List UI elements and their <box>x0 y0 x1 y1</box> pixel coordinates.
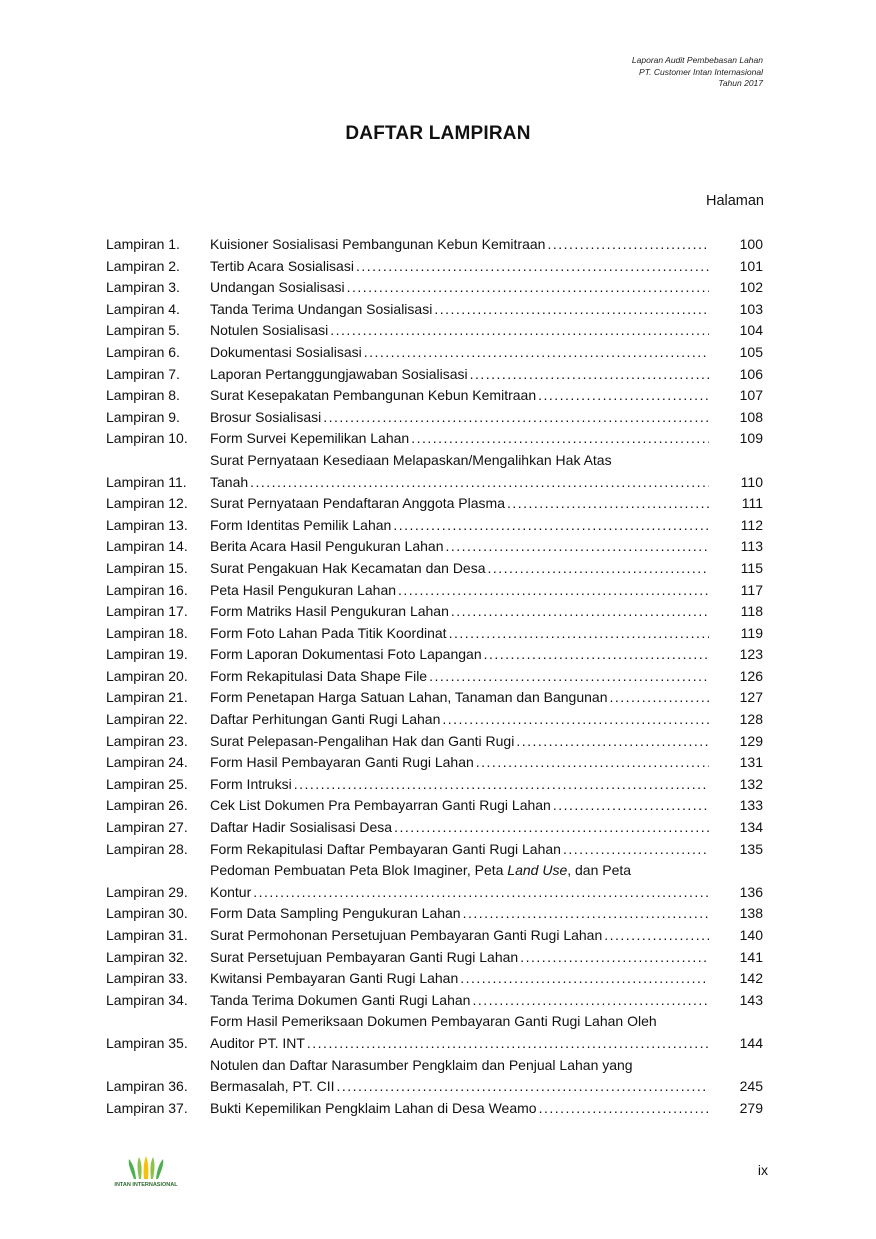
appendix-label: Lampiran 33. <box>106 970 188 987</box>
appendix-title-block <box>210 320 709 342</box>
appendix-entry <box>106 666 763 688</box>
appendix-page-number: 105 <box>739 343 763 360</box>
appendix-page-number: 102 <box>739 279 763 296</box>
appendix-label: Lampiran 3. <box>106 279 180 296</box>
appendix-entry <box>106 277 763 299</box>
appendix-title: Tanah <box>210 473 249 490</box>
appendix-title: Form Survei Kepemilikan Lahan <box>210 430 410 447</box>
appendix-entry <box>106 817 763 839</box>
dot-leader <box>553 795 709 817</box>
dot-leader <box>394 817 709 839</box>
appendix-title-block <box>210 558 709 580</box>
appendix-title: Surat Kesepakatan Pembangunan Kebun Kemitraan <box>210 387 537 404</box>
appendix-title-block <box>210 277 709 299</box>
appendix-title: Form Penetapan Harga Satuan Lahan, Tanaman dan Bangunan <box>210 689 608 706</box>
appendix-title: Form Data Sampling Pengukuran Lahan <box>210 905 461 922</box>
appendix-entry <box>106 580 763 602</box>
appendix-label: Lampiran 37. <box>106 1099 188 1116</box>
appendix-title-block <box>210 299 709 321</box>
appendix-label: Lampiran 32. <box>106 948 188 965</box>
appendix-label: Lampiran 11. <box>106 473 187 490</box>
appendix-title: Form Identitas Pemilik Lahan <box>210 516 392 533</box>
appendix-entry <box>106 731 763 753</box>
appendix-title-block <box>210 709 709 731</box>
appendix-page-number: 123 <box>739 646 763 663</box>
appendix-label: Lampiran 22. <box>106 711 188 728</box>
appendix-title-block <box>210 428 709 450</box>
appendix-title-text: Pedoman Pembuatan Peta Blok Imaginer, Peta <box>210 862 508 879</box>
appendix-label: Lampiran 28. <box>106 840 188 857</box>
dot-leader <box>337 1076 710 1098</box>
appendix-title: Surat Pelepasan-Pengalihan Hak dan Ganti Rugi <box>210 732 515 749</box>
appendix-title: Form Foto Lahan Pada Titik Koordinat <box>210 624 447 641</box>
dot-leader <box>434 299 709 321</box>
appendix-title-block <box>210 536 709 558</box>
dot-leader <box>411 428 709 450</box>
appendix-page-number: 104 <box>739 322 763 339</box>
appendix-entry <box>106 493 763 515</box>
appendix-page-number: 245 <box>739 1078 763 1095</box>
dot-leader <box>294 774 709 796</box>
appendix-label: Lampiran 16. <box>106 581 188 598</box>
appendix-page-number: 143 <box>739 991 763 1008</box>
appendix-title: Surat Permohonan Persetujuan Pembayaran Ganti Rugi Lahan <box>210 927 603 943</box>
appendix-title-block <box>210 364 709 386</box>
dot-leader <box>547 234 709 256</box>
appendix-title-block <box>210 342 709 364</box>
appendix-title-block <box>210 256 709 278</box>
dot-leader <box>539 1098 709 1120</box>
appendix-title-block <box>210 644 709 666</box>
appendix-label: Lampiran 34. <box>106 991 188 1008</box>
dot-leader <box>323 407 709 429</box>
appendix-entry <box>106 320 763 342</box>
appendix-title-italic: Land Use <box>507 862 568 879</box>
logo-wordmark: INTAN INTERNASIONAL <box>114 1182 178 1188</box>
appendix-page-number: 111 <box>741 495 763 512</box>
appendix-entry <box>106 601 763 623</box>
appendix-title: Kwitansi Pembayaran Ganti Rugi Lahan <box>210 970 459 987</box>
appendix-title: Undangan Sosialisasi <box>210 279 345 296</box>
leaf-logo-icon <box>126 1155 166 1181</box>
dot-leader <box>472 990 709 1012</box>
header-line: PT. Customer Intan Internasional <box>639 66 763 77</box>
appendix-label: Lampiran 6. <box>106 343 180 360</box>
appendix-entry <box>106 1011 763 1054</box>
appendix-title-first-line: Form Hasil Pemeriksaan Dokumen Pembayaran Ganti Rugi Lahan Oleh <box>210 1013 657 1030</box>
appendix-page-number: 115 <box>740 559 763 576</box>
appendix-title-block <box>210 515 709 537</box>
appendix-title: Laporan Pertanggungjawaban Sosialisasi <box>210 365 468 382</box>
appendix-label: Lampiran 24. <box>106 754 188 771</box>
appendix-label: Lampiran 17. <box>106 603 188 620</box>
appendix-title: Notulen Sosialisasi <box>210 322 329 339</box>
dot-leader <box>250 472 709 494</box>
appendix-page-number: 109 <box>739 430 763 447</box>
appendix-label: Lampiran 14. <box>106 538 188 555</box>
appendix-title-block <box>210 795 709 817</box>
appendix-page-number: 112 <box>740 516 763 533</box>
appendix-page-number: 107 <box>739 387 763 404</box>
appendix-entry <box>106 536 763 558</box>
appendix-title-block <box>210 817 709 839</box>
dot-leader <box>442 709 709 731</box>
appendix-label: Lampiran 15. <box>106 559 188 576</box>
appendix-title-block <box>210 234 709 256</box>
appendix-title: Daftar Perhitungan Ganti Rugi Lahan <box>210 711 441 728</box>
appendix-page-number: 127 <box>739 689 763 706</box>
page-column-heading: Halaman <box>705 193 764 209</box>
appendix-title-first-line <box>210 860 709 882</box>
appendix-page-number: 136 <box>739 883 763 900</box>
dot-leader <box>356 256 709 278</box>
appendix-entry <box>106 1098 763 1120</box>
appendix-label: Lampiran 27. <box>106 819 188 836</box>
dot-leader <box>253 882 709 904</box>
appendix-page-number: 119 <box>740 624 763 641</box>
dot-leader <box>520 947 709 969</box>
appendix-label: Lampiran 35. <box>106 1034 188 1051</box>
appendix-title: Kuisioner Sosialisasi Pembangunan Kebun Kemitraan <box>210 236 546 252</box>
appendix-title: Form Intruksi <box>210 775 292 792</box>
running-header <box>632 55 763 90</box>
appendix-entry <box>106 947 763 969</box>
appendix-entry <box>106 450 763 493</box>
appendix-title: Daftar Hadir Sosialisasi Desa <box>210 819 393 836</box>
appendix-title: Tanda Terima Undangan Sosialisasi <box>210 300 433 317</box>
appendix-title: Brosur Sosialisasi <box>210 408 322 425</box>
dot-leader <box>516 731 709 753</box>
appendix-label: Lampiran 10. <box>106 430 188 447</box>
appendix-page-number: 134 <box>739 819 763 836</box>
appendix-title: Peta Hasil Pengukuran Lahan <box>210 581 397 598</box>
appendix-entry <box>106 385 763 407</box>
dot-leader <box>507 493 709 515</box>
appendix-entry <box>106 839 763 861</box>
dot-leader <box>451 601 709 623</box>
appendix-title-block <box>210 990 709 1012</box>
appendix-label: Lampiran 5. <box>106 322 180 339</box>
appendix-entry <box>106 407 763 429</box>
appendix-title-block <box>210 968 709 990</box>
appendix-label: Lampiran 9. <box>106 408 180 425</box>
dot-leader <box>445 536 709 558</box>
appendix-title: Form Rekapitulasi Daftar Pembayaran Ganti Rugi Lahan <box>210 840 561 857</box>
appendix-page-number: 100 <box>739 236 763 252</box>
appendix-title: Form Laporan Dokumentasi Foto Lapangan <box>210 646 482 663</box>
appendix-label: Lampiran 23. <box>106 732 188 749</box>
appendix-page-number: 144 <box>739 1034 763 1051</box>
dot-leader <box>330 320 709 342</box>
appendix-label: Lampiran 7. <box>106 365 180 382</box>
appendix-page-number: 142 <box>739 970 763 987</box>
page-title: DAFTAR LAMPIRAN <box>345 123 531 144</box>
appendix-page-number: 103 <box>739 300 763 317</box>
appendix-title-block <box>210 731 709 753</box>
appendix-page-number: 113 <box>740 538 763 555</box>
appendix-entry <box>106 709 763 731</box>
appendix-page-number: 118 <box>740 603 763 620</box>
appendix-entry <box>106 968 763 990</box>
appendix-page-number: 129 <box>739 732 763 749</box>
appendix-title: Cek List Dokumen Pra Pembayarran Ganti Rugi Lahan <box>210 797 551 814</box>
appendix-page-number: 108 <box>739 408 763 425</box>
appendix-label: Lampiran 18. <box>106 624 188 641</box>
appendix-entry <box>106 256 763 278</box>
appendix-entry <box>106 795 763 817</box>
appendix-title: Form Matriks Hasil Pengukuran Lahan <box>210 603 449 620</box>
appendix-title-block <box>210 903 709 925</box>
appendix-title-first-line: Surat Pernyataan Kesediaan Melapaskan/Mengalihkan Hak Atas <box>210 451 612 468</box>
appendix-title: Surat Pengakuan Hak Kecamatan dan Desa <box>210 559 486 576</box>
dot-leader <box>604 925 709 947</box>
dot-leader <box>460 968 709 990</box>
appendix-title: Tertib Acara Sosialisasi <box>210 257 354 274</box>
appendix-title-block <box>210 1098 709 1120</box>
appendix-page-number: 138 <box>739 905 763 922</box>
appendix-page-number: 140 <box>739 927 763 943</box>
appendix-title: Kontur <box>210 883 252 900</box>
dot-leader <box>393 515 709 537</box>
appendix-title-block <box>210 860 709 903</box>
appendix-title: Form Hasil Pembayaran Ganti Rugi Lahan <box>210 754 474 771</box>
dot-leader <box>609 687 709 709</box>
appendix-entry <box>106 860 763 903</box>
header-line: Tahun 2017 <box>718 78 763 88</box>
appendix-title-block <box>210 774 709 796</box>
appendix-label: Lampiran 13. <box>106 516 188 533</box>
dot-leader <box>470 364 709 386</box>
appendix-page-number: 126 <box>739 667 763 684</box>
appendix-title: Bermasalah, PT. CII <box>210 1078 335 1095</box>
appendix-title-block <box>210 839 709 861</box>
appendix-title-block <box>210 580 709 602</box>
appendix-page-number: 106 <box>739 365 763 382</box>
appendix-entry <box>106 925 763 947</box>
appendix-title: Surat Persetujuan Pembayaran Ganti Rugi Lahan <box>210 948 519 965</box>
dot-leader <box>538 385 709 407</box>
appendix-title: Tanda Terima Dokumen Ganti Rugi Lahan <box>210 991 471 1008</box>
appendix-label: Lampiran 36. <box>106 1078 188 1095</box>
appendix-title-block <box>210 687 709 709</box>
company-logo <box>110 1155 182 1195</box>
appendix-page-number: 128 <box>739 711 763 728</box>
appendix-title-block <box>210 925 709 947</box>
appendix-entry <box>106 990 763 1012</box>
appendix-label: Lampiran 25. <box>106 775 188 792</box>
dot-leader <box>398 580 709 602</box>
appendix-entry <box>106 364 763 386</box>
appendix-title-block <box>210 623 709 645</box>
dot-leader <box>463 903 709 925</box>
appendix-page-number: 132 <box>739 775 763 792</box>
dot-leader <box>488 558 709 580</box>
page-number: ix <box>757 1162 768 1178</box>
appendix-page-number: 117 <box>740 581 763 598</box>
dot-leader <box>307 1033 709 1055</box>
appendix-title-block <box>210 1055 709 1098</box>
appendix-entry <box>106 558 763 580</box>
appendix-entry <box>106 515 763 537</box>
header-line: Laporan Audit Pembebasan Lahan <box>631 55 763 65</box>
appendix-page-number: 131 <box>739 754 763 771</box>
appendix-entry <box>106 774 763 796</box>
appendix-title-block <box>210 1011 709 1054</box>
appendix-title: Bukti Kepemilikan Pengklaim Lahan di Desa Weamo <box>210 1099 537 1116</box>
appendix-entry <box>106 687 763 709</box>
appendix-page-number: 279 <box>739 1099 763 1116</box>
appendix-entry <box>106 299 763 321</box>
appendix-title: Berita Acara Hasil Pengukuran Lahan <box>210 538 444 555</box>
appendix-title-block <box>210 407 709 429</box>
appendix-list <box>106 234 763 1119</box>
appendix-label: Lampiran 12. <box>106 495 188 512</box>
appendix-entry <box>106 342 763 364</box>
appendix-label: Lampiran 29. <box>106 883 188 900</box>
appendix-title-block <box>210 385 709 407</box>
dot-leader <box>449 623 709 645</box>
appendix-entry <box>106 623 763 645</box>
appendix-title-block <box>210 450 709 493</box>
appendix-title: Form Rekapitulasi Data Shape File <box>210 667 428 684</box>
appendix-entry <box>106 903 763 925</box>
appendix-label: Lampiran 1. <box>106 236 180 252</box>
appendix-entry <box>106 234 763 256</box>
appendix-label: Lampiran 31. <box>106 927 188 943</box>
appendix-page-number: 141 <box>739 948 763 965</box>
appendix-label: Lampiran 21. <box>106 689 188 706</box>
appendix-title-block <box>210 493 709 515</box>
appendix-page-number: 135 <box>739 840 763 857</box>
appendix-title-block <box>210 666 709 688</box>
appendix-title-first-line: Notulen dan Daftar Narasumber Pengklaim dan Penjual Lahan yang <box>210 1056 633 1073</box>
appendix-title-block <box>210 947 709 969</box>
dot-leader <box>476 752 709 774</box>
appendix-label: Lampiran 4. <box>106 300 180 317</box>
dot-leader <box>347 277 709 299</box>
appendix-title-block <box>210 601 709 623</box>
appendix-label: Lampiran 20. <box>106 667 188 684</box>
appendix-page-number: 133 <box>739 797 763 814</box>
appendix-page-number: 101 <box>739 257 763 274</box>
appendix-label: Lampiran 26. <box>106 797 188 814</box>
appendix-entry <box>106 1055 763 1098</box>
dot-leader <box>484 644 709 666</box>
appendix-label: Lampiran 8. <box>106 387 180 404</box>
appendix-entry <box>106 644 763 666</box>
appendix-entry <box>106 752 763 774</box>
dot-leader <box>563 839 709 861</box>
dot-leader <box>364 342 709 364</box>
appendix-label: Lampiran 30. <box>106 905 188 922</box>
dot-leader <box>429 666 709 688</box>
appendix-title: Surat Pernyataan Pendaftaran Anggota Plasma <box>210 495 505 512</box>
appendix-entry <box>106 428 763 450</box>
appendix-title: Auditor PT. INT <box>210 1034 305 1051</box>
appendix-title: Dokumentasi Sosialisasi <box>210 343 362 360</box>
appendix-title-text: , dan Peta <box>567 862 632 879</box>
appendix-page-number: 110 <box>740 473 763 490</box>
appendix-title-block <box>210 752 709 774</box>
appendix-label: Lampiran 2. <box>106 257 180 274</box>
appendix-label: Lampiran 19. <box>106 646 188 663</box>
